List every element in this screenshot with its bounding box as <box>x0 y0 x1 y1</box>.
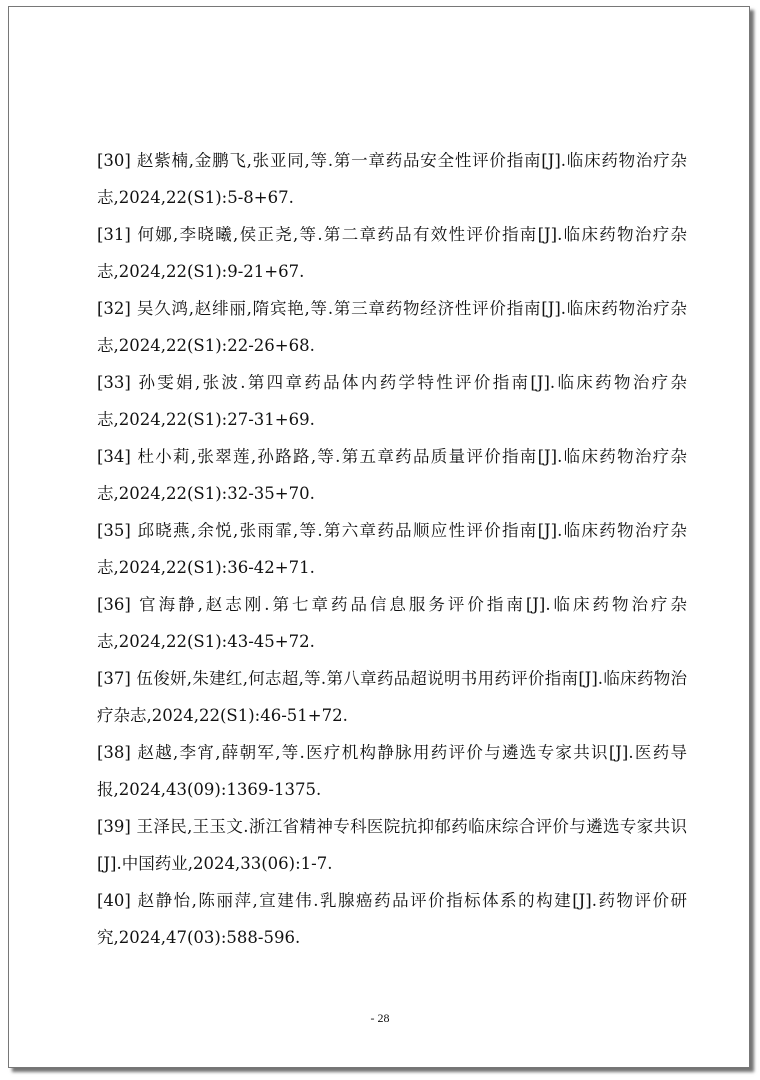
reference-entry <box>97 512 687 586</box>
reference-entry <box>97 142 687 216</box>
reference-number: [38] <box>97 743 131 762</box>
reference-entry <box>97 586 687 660</box>
reference-entry <box>97 734 687 808</box>
reference-number: [33] <box>97 373 131 392</box>
reference-entry <box>97 364 687 438</box>
reference-number: [31] <box>97 225 131 244</box>
reference-entry <box>97 882 687 956</box>
reference-entry <box>97 290 687 364</box>
reference-text: 赵越,李宵,薛朝军,等.医疗机构静脉用药评价与遴选专家共识[J].医药导报,2024,43(09):1369-1375. <box>97 743 687 799</box>
reference-text: 赵紫楠,金鹏飞,张亚同,等.第一章药品安全性评价指南[J].临床药物治疗杂志,2024,22(S1):5-8+67. <box>97 151 687 207</box>
reference-text: 邱晓燕,余悦,张雨霏,等.第六章药品顺应性评价指南[J].临床药物治疗杂志,2024,22(S1):36-42+71. <box>97 521 687 577</box>
reference-list <box>97 142 687 956</box>
reference-entry <box>97 808 687 882</box>
reference-number: [40] <box>97 891 131 910</box>
reference-text: 官海静,赵志刚.第七章药品信息服务评价指南[J].临床药物治疗杂志,2024,22(S1):43-45+72. <box>97 595 687 651</box>
reference-entry <box>97 216 687 290</box>
reference-number: [30] <box>97 151 131 170</box>
reference-text: 伍俊妍,朱建红,何志超,等.第八章药品超说明书用药评价指南[J].临床药物治疗杂志,2024,22(S1):46-51+72. <box>97 669 688 725</box>
reference-text: 吴久鸿,赵绯丽,隋宾艳,等.第三章药物经济性评价指南[J].临床药物治疗杂志,2024,22(S1):22-26+68. <box>97 299 687 355</box>
page-number: - 28 <box>370 1011 390 1025</box>
reference-text: 何娜,李晓曦,侯正尧,等.第二章药品有效性评价指南[J].临床药物治疗杂志,2024,22(S1):9-21+67. <box>97 225 687 281</box>
reference-text: 杜小莉,张翠莲,孙路路,等.第五章药品质量评价指南[J].临床药物治疗杂志,2024,22(S1):32-35+70. <box>97 447 687 503</box>
reference-number: [36] <box>97 595 131 614</box>
reference-entry <box>97 660 687 734</box>
reference-number: [37] <box>97 669 131 688</box>
reference-text: 王泽民,王玉文.浙江省精神专科医院抗抑郁药临床综合评价与遴选专家共识[J].中国药业,2024,33(06):1-7. <box>97 817 687 873</box>
reference-number: [39] <box>97 817 131 836</box>
reference-entry <box>97 438 687 512</box>
reference-number: [34] <box>97 447 131 466</box>
reference-number: [32] <box>97 299 131 318</box>
reference-text: 赵静怡,陈丽萍,宣建伟.乳腺癌药品评价指标体系的构建[J].药物评价研究,2024,47(03):588-596. <box>97 891 688 947</box>
reference-text: 孙雯娟,张波.第四章药品体内药学特性评价指南[J].临床药物治疗杂志,2024,22(S1):27-31+69. <box>97 373 687 429</box>
document-page <box>8 6 750 1068</box>
reference-number: [35] <box>97 521 131 540</box>
